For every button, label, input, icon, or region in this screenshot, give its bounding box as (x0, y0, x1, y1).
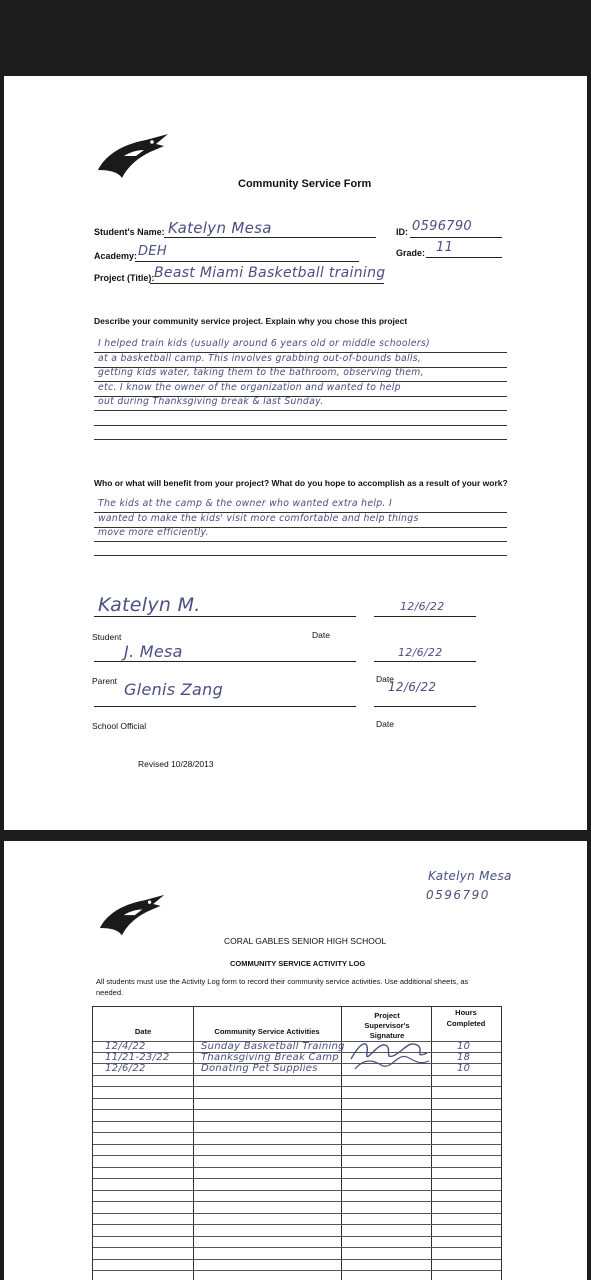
parent-date-value: 12/6/22 (398, 646, 443, 659)
row-date: 12/4/22 (105, 1041, 146, 1052)
describe-prompt: Describe your community service project. Explain why you chose this project (94, 316, 408, 326)
row-date: 12/6/22 (105, 1063, 146, 1074)
header-date: Date (134, 1027, 152, 1036)
row-date: 11/21-23/22 (105, 1052, 170, 1063)
benefit-line: wanted to make the kids' visit more comfortable and help things (98, 513, 419, 524)
describe-line: at a basketball camp. This involves grabbing out-of-bounds balls, (98, 353, 422, 364)
row-activity: Thanksgiving Break Camp (201, 1052, 339, 1063)
official-signature: Glenis Zang (124, 680, 224, 699)
parent-signature: J. Mesa (124, 642, 183, 661)
supervisor-signature-icon (347, 1035, 433, 1080)
panther-logo-icon (94, 132, 174, 182)
describe-line: etc. I know the owner of the organization and wanted to help (98, 382, 401, 393)
student-name-value: Katelyn Mesa (168, 219, 272, 237)
benefit-line: move more efficiently. (98, 527, 209, 538)
benefit-prompt: Who or what will benefit from your project? What do you hope to accomplish as a result of your work? (94, 478, 508, 488)
student-label: Student (92, 632, 122, 642)
date-label: Date (376, 674, 394, 684)
date-label: Date (312, 630, 330, 640)
project-title-label: Project (Title): (94, 273, 155, 283)
handwritten-name: Katelyn Mesa (428, 869, 512, 883)
describe-line: out during Thanksgiving break & last Sunday. (98, 396, 324, 407)
revised-note: Revised 10/28/2013 (138, 759, 214, 769)
id-value: 0596790 (412, 219, 472, 234)
log-instructions: All students must use the Activity Log form to record their community service activities. Use additional sheets, as needed. (96, 977, 469, 997)
header-activities: Community Service Activities (214, 1027, 320, 1036)
panther-logo-icon (96, 893, 170, 939)
describe-line: getting kids water, taking them to the bathroom, observing them, (98, 367, 424, 378)
academy-value: DEH (138, 244, 167, 259)
student-name-label: Student's Name: (94, 227, 165, 237)
log-title: COMMUNITY SERVICE ACTIVITY LOG (230, 959, 366, 968)
community-service-form-page (4, 76, 587, 830)
row-hours: 10 (457, 1063, 471, 1074)
grade-value: 11 (436, 240, 454, 255)
student-signature: Katelyn M. (98, 594, 201, 616)
activity-log-page (4, 841, 587, 1280)
benefit-line: The kids at the camp & the owner who wanted extra help. I (98, 498, 392, 509)
row-activity: Donating Pet Supplies (201, 1063, 318, 1074)
academy-label: Academy: (94, 251, 138, 261)
official-date-value: 12/6/22 (388, 680, 437, 694)
activity-log-table (92, 1006, 502, 1280)
handwritten-id: 0596790 (426, 888, 490, 902)
describe-line: I helped train kids (usually around 6 years old or middle schoolers) (98, 338, 430, 349)
project-title-value: Beast Miami Basketball training (154, 265, 386, 281)
header-hours: Hours Completed (446, 1008, 486, 1028)
row-activity: Sunday Basketball Training (201, 1041, 345, 1052)
header-supervisor: Project Supervisor's Signature (364, 1011, 410, 1040)
id-label: ID: (396, 227, 408, 237)
parent-label: Parent (92, 676, 118, 686)
student-date-value: 12/6/22 (400, 600, 445, 613)
grade-label: Grade: (396, 248, 426, 258)
row-hours: 10 (457, 1041, 471, 1052)
school-name: CORAL GABLES SENIOR HIGH SCHOOL (224, 936, 387, 946)
form-title: Community Service Form (238, 178, 372, 190)
school-official-label: School Official (92, 721, 147, 731)
row-hours: 18 (457, 1052, 471, 1063)
date-label: Date (376, 719, 394, 729)
